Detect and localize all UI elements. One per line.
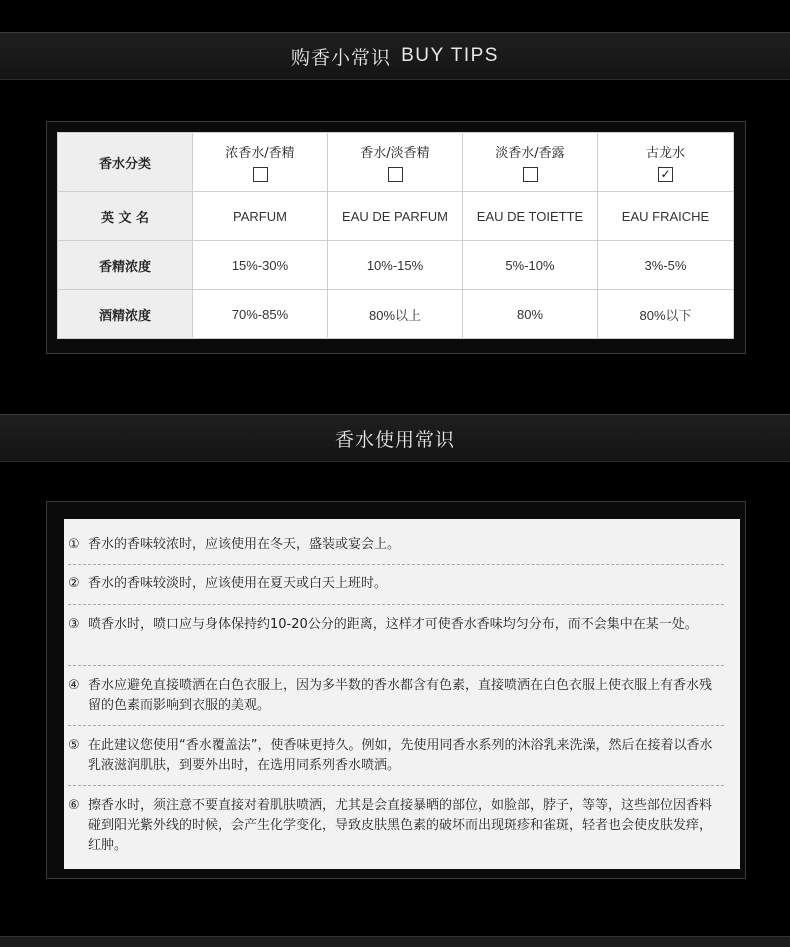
table-cell: 80%以上 [328,290,463,339]
category-cell [463,133,598,192]
table-cell: 80% [463,290,598,339]
category-name: 香水/淡香精 [360,146,430,161]
table-cell: 70%-85% [193,290,328,339]
category-cell [598,133,734,192]
table-row [58,192,734,241]
checkbox[interactable] [253,167,268,182]
table-row [58,290,734,339]
category-cell [328,133,463,192]
tip-number: ⑥ [68,798,80,813]
usage-tips-header [0,414,790,462]
tip-text: 在此建议您使用“香水覆盖法”，使香味更持久。例如，先使用同香水系列的沐浴乳来洗澡，然后在接着以香水乳液滋润肌肤，到要外出时，在选用同系列香水喷洒。 [88,738,713,773]
tip-text: 香水的香味较淡时，应该使用在夏天或白天上班时。 [88,576,388,591]
list-item [68,535,724,565]
tip-number: ① [68,537,80,552]
row-label: 香精浓度 [58,241,193,290]
list-item [68,796,724,866]
table-row [58,241,734,290]
tip-number: ② [68,576,80,591]
buy-tips-title-en: BUY TIPS [401,45,499,66]
checkbox-checked[interactable]: ✓ [658,167,673,182]
tip-number: ④ [68,678,80,693]
tip-text: 香水应避免直接喷洒在白色衣服上，因为多半数的香水都含有色素，直接喷洒在白色衣服上使衣服上有香水残留的色素而影响到衣服的美观。 [88,678,713,713]
tip-text: 喷香水时，喷口应与身体保持约10-20公分的距离，这样才可使香水香味均匀分布，而不会集中在某一处。 [88,617,698,632]
tip-text: 擦香水时，须注意不要直接对着肌肤喷洒，尤其是会直接暴晒的部位，如脸部，脖子，等等，这些部位因香料碰到阳光紫外线的时候，会产生化学变化，导致皮肤黑色素的破坏而出现斑疹和雀斑，轻者也会使皮肤发痒，红肿。 [88,798,713,853]
table-cell: 10%-15% [328,241,463,290]
category-cell [193,133,328,192]
tip-text: 香水的香味较浓时，应该使用在冬天，盛装或宴会上。 [88,537,401,552]
category-name: 古龙水 [645,146,685,161]
table-cell: 80%以下 [598,290,734,339]
usage-tips-title: 香水使用常识 [334,428,455,451]
table-cell: EAU DE PARFUM [328,192,463,241]
table-cell: 3%-5% [598,241,734,290]
bottom-divider [0,936,790,947]
list-item [68,615,724,666]
row-label: 香水分类 [58,133,193,192]
tip-number: ③ [68,617,80,632]
tip-number: ⑤ [68,738,80,753]
table-cell: EAU FRAICHE [598,192,734,241]
category-name: 浓香水/香精 [225,146,295,161]
table-cell: EAU DE TOIETTE [463,192,598,241]
table-row [58,133,734,192]
category-name: 淡香水/香露 [495,146,565,161]
list-item [68,676,724,726]
table-cell: PARFUM [193,192,328,241]
row-label: 酒精浓度 [58,290,193,339]
table-cell: 5%-10% [463,241,598,290]
table-cell: 15%-30% [193,241,328,290]
checkbox[interactable] [523,167,538,182]
list-item [68,574,724,605]
perfume-classification-table [57,132,734,339]
buy-tips-title-cn: 购香小常识 [291,46,392,69]
checkbox[interactable] [388,167,403,182]
usage-tips-panel [64,519,740,869]
buy-tips-header [0,32,790,80]
row-label: 英 文 名 [58,192,193,241]
list-item [68,736,724,786]
